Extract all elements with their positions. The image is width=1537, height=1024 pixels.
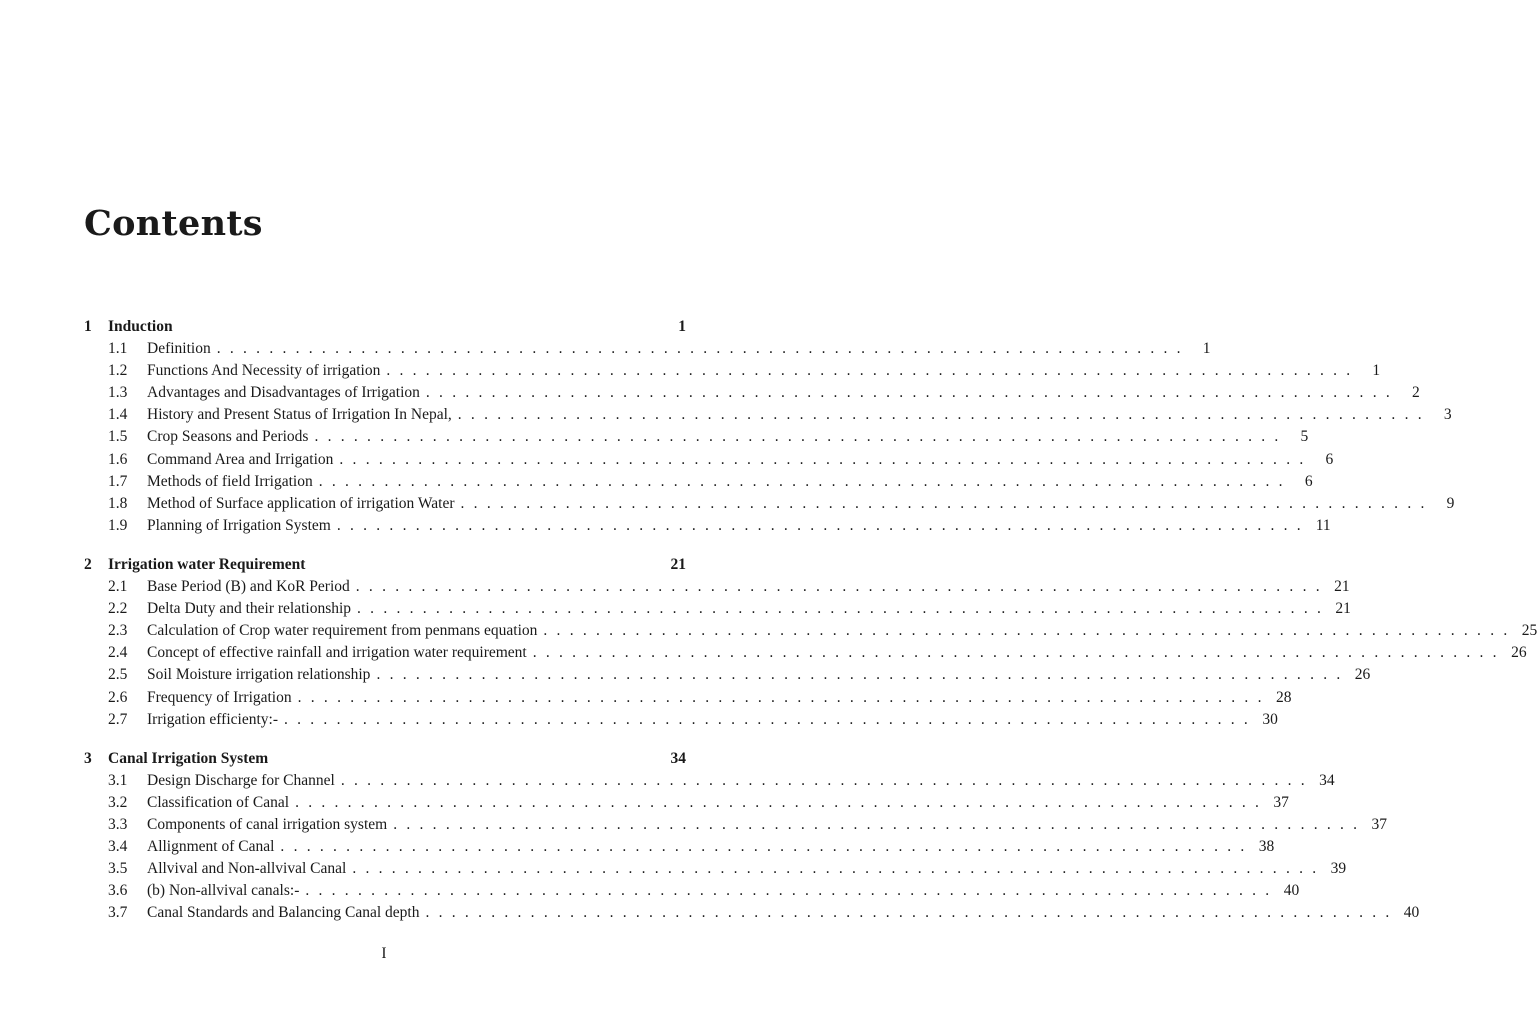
section-page-number: 40 <box>1403 904 1420 922</box>
toc-section-entry[interactable] <box>84 836 1275 858</box>
section-title: Base Period (B) and KoR Period <box>147 578 350 596</box>
section-title: Allvival and Non-allvival Canal <box>147 860 347 878</box>
section-title: Concept of effective rainfall and irrigation water requirement <box>147 644 527 662</box>
chapter-number: 2 <box>84 555 92 573</box>
section-title: Irrigation efficienty:- <box>147 710 278 728</box>
section-page-number: 9 <box>1446 494 1455 512</box>
dot-leader <box>319 471 1283 493</box>
section-page-number: 21 <box>1334 578 1350 596</box>
dot-leader <box>298 687 1262 709</box>
toc-chapter-3 <box>84 748 1420 925</box>
section-title: Definition <box>147 340 211 358</box>
section-page-number: 3 <box>1443 406 1452 424</box>
dot-leader <box>295 792 1259 814</box>
dot-leader <box>284 709 1248 731</box>
toc-section-entry[interactable] <box>84 814 1388 836</box>
section-title: Functions And Necessity of irrigation <box>147 362 381 380</box>
section-page-number: 1 <box>1202 340 1211 358</box>
toc-section-entry[interactable] <box>84 382 1420 404</box>
dot-leader <box>458 404 1422 426</box>
section-number: 2.4 <box>108 644 128 662</box>
dot-leader <box>543 620 1507 642</box>
toc-section-entry[interactable] <box>84 902 1420 924</box>
section-title: Soil Moisture irrigation relationship <box>147 666 371 684</box>
toc-section-entry[interactable] <box>84 880 1300 902</box>
toc-section-entry[interactable] <box>84 576 1350 598</box>
section-page-number: 30 <box>1262 710 1278 728</box>
toc-section-entry[interactable] <box>84 642 1527 664</box>
dot-leader <box>386 360 1350 382</box>
section-page-number: 38 <box>1258 838 1275 856</box>
toc-chapter-1 <box>84 316 1455 537</box>
toc-section-entry[interactable] <box>84 664 1371 686</box>
chapter-page-number: 34 <box>670 749 686 767</box>
dot-leader <box>393 814 1357 836</box>
dot-leader <box>337 515 1301 537</box>
section-number: 1.8 <box>108 494 128 512</box>
section-number: 3.4 <box>108 838 128 856</box>
section-title: Delta Duty and their relationship <box>147 600 352 618</box>
toc-section-entry[interactable] <box>84 687 1292 709</box>
section-number: 2.3 <box>108 622 128 640</box>
section-title: History and Present Status of Irrigation In Nepal, <box>147 406 452 424</box>
toc-chapter-entry[interactable] <box>84 748 686 770</box>
toc-section-entry[interactable] <box>84 770 1335 792</box>
toc-chapter-2 <box>84 554 1537 731</box>
dot-leader <box>314 426 1278 448</box>
section-number: 2.6 <box>108 688 128 706</box>
toc-section-entry[interactable] <box>84 471 1313 493</box>
toc-section-entry[interactable] <box>84 858 1347 880</box>
section-number: 2.1 <box>108 578 128 596</box>
section-number: 3.7 <box>108 904 128 922</box>
section-page-number: 26 <box>1354 666 1371 684</box>
section-number: 3.3 <box>108 815 128 833</box>
section-title: Classification of Canal <box>147 793 290 811</box>
toc-section-entry[interactable] <box>84 792 1289 814</box>
section-number: 1.6 <box>108 450 128 468</box>
toc-section-entry[interactable] <box>84 426 1309 448</box>
dot-leader <box>341 770 1305 792</box>
toc-section-entry[interactable] <box>84 360 1381 382</box>
section-page-number: 1 <box>1372 362 1381 380</box>
section-title: Planning of Irrigation System <box>147 516 331 534</box>
section-page-number: 25 <box>1521 622 1537 640</box>
section-title: (b) Non-allvival canals:- <box>147 882 300 900</box>
section-number: 1.2 <box>108 362 128 380</box>
section-number: 2.2 <box>108 600 128 618</box>
section-page-number: 39 <box>1330 860 1347 878</box>
section-number: 1.3 <box>108 384 128 402</box>
section-number: 2.7 <box>108 710 128 728</box>
section-number: 2.5 <box>108 666 128 684</box>
dot-leader <box>376 664 1340 686</box>
section-page-number: 21 <box>1335 600 1351 618</box>
section-title: Method of Surface application of irrigation Water <box>147 494 455 512</box>
chapter-title: Induction <box>108 318 173 335</box>
section-page-number: 26 <box>1511 644 1527 662</box>
toc-section-entry[interactable] <box>84 449 1334 471</box>
dot-leader <box>425 902 1389 924</box>
section-page-number: 40 <box>1283 882 1300 900</box>
page-number-footer: I <box>381 945 387 962</box>
section-title: Methods of field Irrigation <box>147 472 313 490</box>
section-title: Allignment of Canal <box>147 838 275 856</box>
chapter-number: 3 <box>84 749 92 767</box>
section-page-number: 37 <box>1371 815 1388 833</box>
dot-leader <box>217 338 1181 360</box>
section-title: Canal Standards and Balancing Canal depth <box>147 904 420 922</box>
dot-leader <box>356 576 1320 598</box>
section-title: Calculation of Crop water requirement from penmans equation <box>147 622 538 640</box>
section-number: 3.5 <box>108 860 128 878</box>
section-title: Advantages and Disadvantages of Irrigation <box>147 384 420 402</box>
section-page-number: 37 <box>1273 793 1289 811</box>
toc-section-entry[interactable] <box>84 338 1211 360</box>
section-number: 1.5 <box>108 428 128 446</box>
section-page-number: 28 <box>1275 688 1292 706</box>
toc-section-entry[interactable] <box>84 404 1452 426</box>
toc-chapter-entry[interactable] <box>84 316 686 338</box>
section-number: 1.4 <box>108 406 128 424</box>
chapter-title: Canal Irrigation System <box>108 749 269 767</box>
dot-leader <box>426 382 1390 404</box>
dot-leader <box>305 880 1269 902</box>
dot-leader <box>461 493 1425 515</box>
section-page-number: 11 <box>1315 516 1331 534</box>
contents-heading: Contents <box>84 203 263 244</box>
toc-section-entry[interactable] <box>84 515 1331 537</box>
section-title: Design Discharge for Channel <box>147 771 335 789</box>
toc-section-entry[interactable] <box>84 620 1537 642</box>
dot-leader <box>339 449 1303 471</box>
section-page-number: 2 <box>1411 384 1420 402</box>
toc-chapter-entry[interactable] <box>84 554 686 576</box>
toc-section-entry[interactable] <box>84 493 1455 515</box>
dot-leader <box>280 836 1244 858</box>
chapter-page-number: 21 <box>670 555 686 573</box>
toc-section-entry[interactable] <box>84 598 1351 620</box>
section-page-number: 34 <box>1319 771 1335 789</box>
dot-leader <box>533 642 1497 664</box>
section-number: 1.1 <box>108 340 128 358</box>
section-title: Components of canal irrigation system <box>147 815 388 833</box>
chapter-number: 1 <box>84 318 92 335</box>
section-title: Frequency of Irrigation <box>147 688 292 706</box>
section-title: Command Area and Irrigation <box>147 450 334 468</box>
section-number: 1.7 <box>108 472 128 490</box>
section-number: 1.9 <box>108 516 128 534</box>
section-number: 3.1 <box>108 771 128 789</box>
section-page-number: 6 <box>1304 472 1313 490</box>
dot-leader <box>352 858 1316 880</box>
table-of-contents <box>84 316 1537 941</box>
section-page-number: 5 <box>1300 428 1309 446</box>
section-number: 3.2 <box>108 793 128 811</box>
chapter-page-number: 1 <box>678 318 686 335</box>
section-page-number: 6 <box>1325 450 1334 468</box>
section-title: Crop Seasons and Periods <box>147 428 309 446</box>
dot-leader <box>357 598 1321 620</box>
toc-section-entry[interactable] <box>84 709 1278 731</box>
section-number: 3.6 <box>108 882 128 900</box>
chapter-title: Irrigation water Requirement <box>108 555 306 573</box>
